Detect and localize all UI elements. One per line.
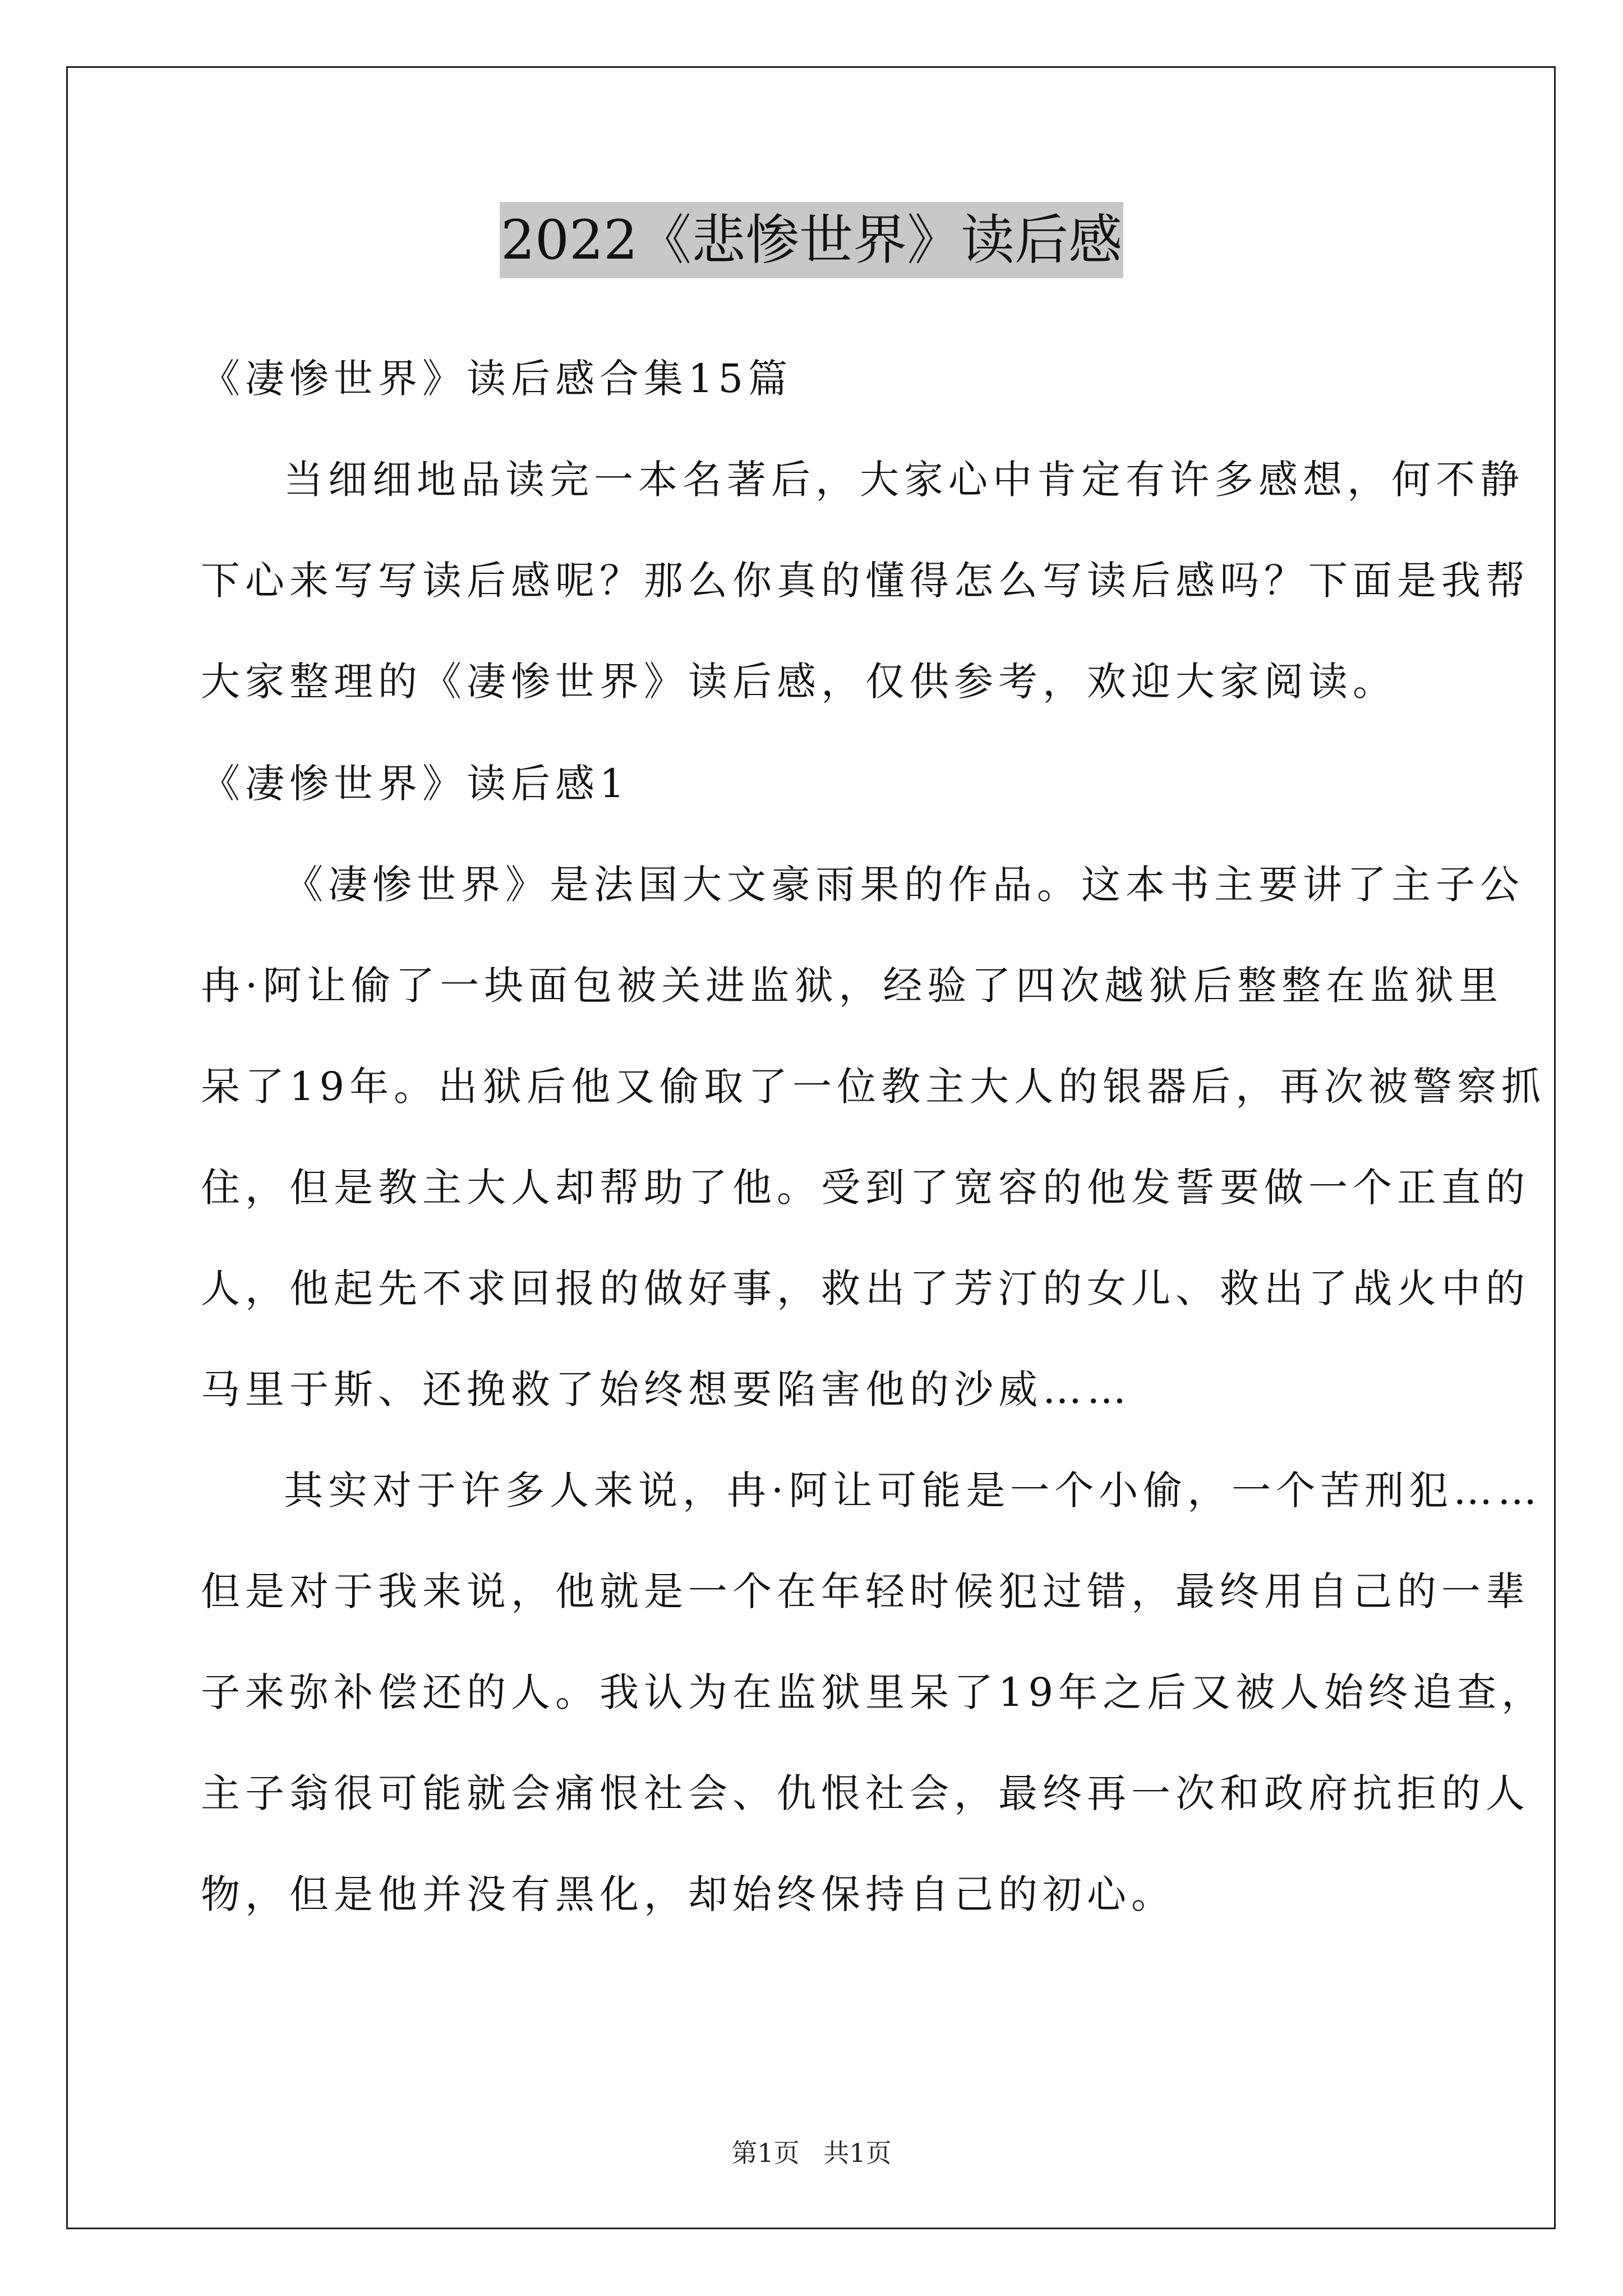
- title-container: [0, 202, 1623, 278]
- paragraph-line: 但是对于我来说，他就是一个在年轻时候犯过错，最终用自己的一辈: [201, 1568, 1530, 1614]
- document-title: 2022《悲惨世界》读后感: [500, 202, 1123, 278]
- paragraph-line: 马里于斯、还挽救了始终想要陷害他的沙威……: [201, 1366, 1131, 1412]
- page-number: 第1页: [731, 2138, 800, 2168]
- paragraph-line: 其实对于许多人来说，冉·阿让可能是一个小偷，一个苦刑犯……: [284, 1467, 1542, 1513]
- paragraph-line: 《凄惨世界》是法国大文豪雨果的作品。这本书主要讲了主子公: [284, 862, 1524, 908]
- paragraph-line: 当细细地品读完一本名著后，大家心中肯定有许多感想，何不静: [284, 457, 1524, 503]
- paragraph-line: 冉·阿让偷了一块面包被关进监狱，经验了四次越狱后整整在监狱里: [201, 963, 1504, 1009]
- page-footer: [0, 2136, 1623, 2170]
- page-total: 共1页: [823, 2138, 892, 2168]
- paragraph-line: 物，但是他并没有黑化，却始终保持自己的初心。: [201, 1871, 1175, 1917]
- paragraph-line: 人，他起先不求回报的做好事，救出了芳汀的女儿、救出了战火中的: [201, 1266, 1530, 1312]
- paragraph-line: 主子翁很可能就会痛恨社会、仇恨社会，最终再一次和政府抗拒的人: [201, 1770, 1530, 1816]
- section-heading: 《凄惨世界》读后感1: [201, 761, 630, 807]
- paragraph-line: 子来弥补偿还的人。我认为在监狱里呆了19年之后又被人始终追查，: [201, 1669, 1546, 1715]
- paragraph-line: 住，但是教主大人却帮助了他。受到了宽容的他发誓要做一个正直的: [201, 1165, 1530, 1211]
- paragraph-line: 呆了19年。出狱后他又偷取了一位教主大人的银器后，再次被警察抓: [201, 1064, 1546, 1110]
- subtitle-line: 《凄惨世界》读后感合集15篇: [201, 356, 793, 402]
- paragraph-line: 大家整理的《凄惨世界》读后感，仅供参考，欢迎大家阅读。: [201, 659, 1397, 705]
- paragraph-line: 下心来写写读后感呢？那么你真的懂得怎么写读后感吗？下面是我帮: [201, 558, 1530, 604]
